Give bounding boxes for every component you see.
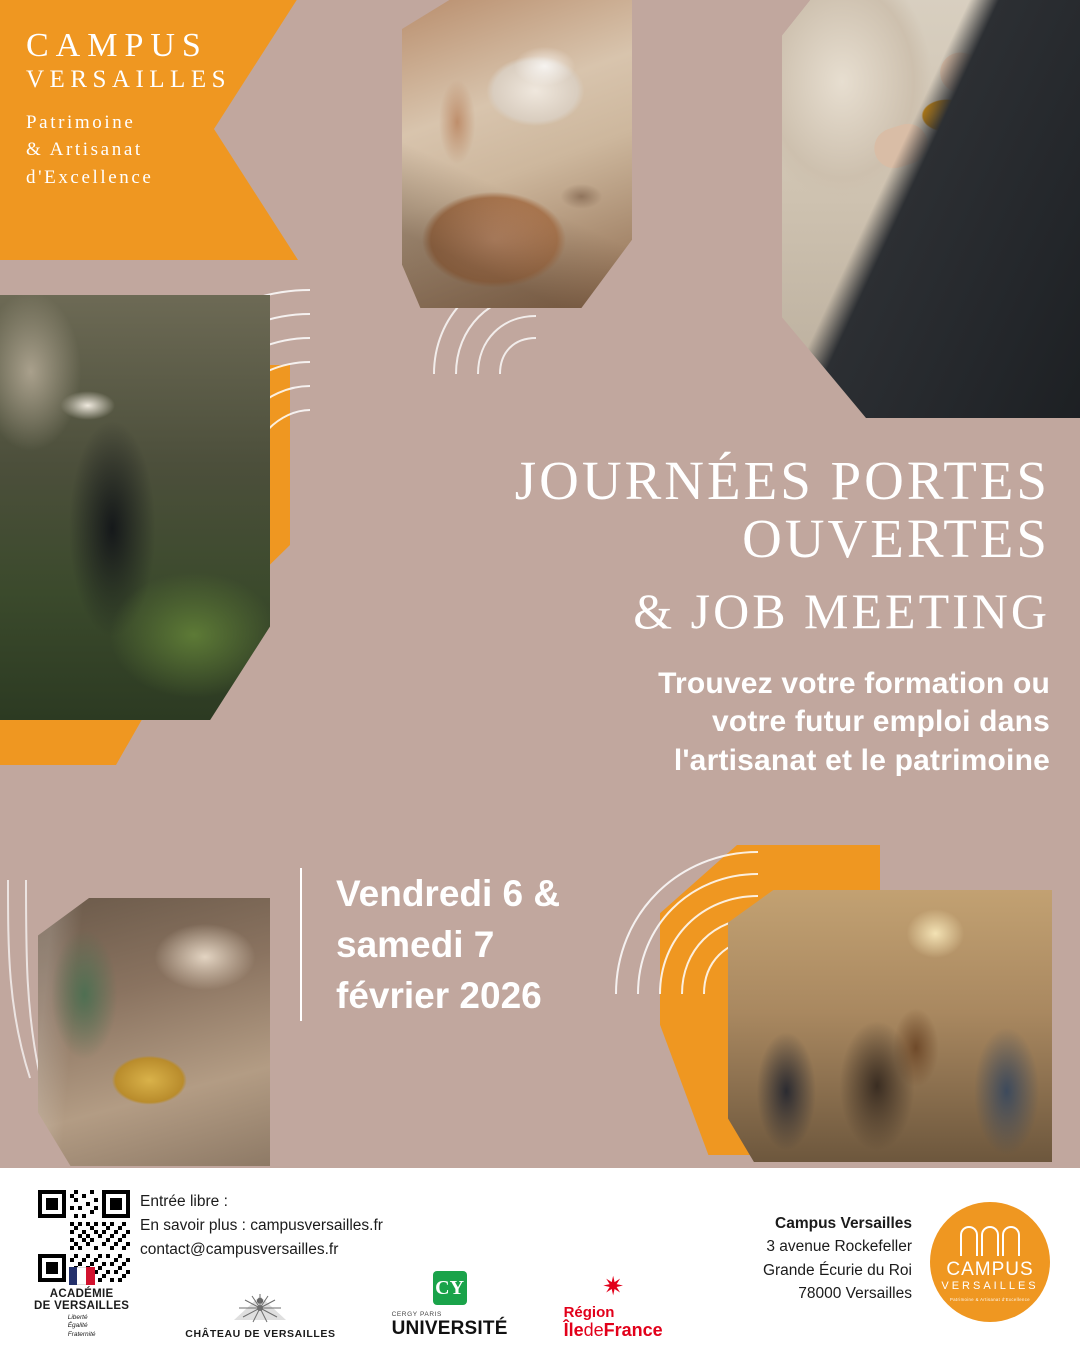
footer-info-line-2[interactable]: En savoir plus : campusversailles.fr (140, 1217, 383, 1235)
event-date-line-2: samedi 7 (336, 924, 495, 966)
event-dates (300, 868, 560, 1021)
headline-line-3: & JOB MEETING (633, 582, 1050, 639)
subheadline-line-2: votre futur emploi dans (712, 705, 1050, 739)
partner-cy-line-2: UNIVERSITÉ (391, 1318, 508, 1339)
subheadline-line-3: l'artisanat et le patrimoine (673, 743, 1050, 777)
region-star-icon: ✷ (602, 1271, 625, 1302)
footer-address (763, 1212, 912, 1305)
brand-block (26, 28, 231, 192)
arc-lines-bottomleft-icon (0, 880, 40, 1080)
partner-idf-france: France (603, 1320, 663, 1341)
event-date-line-1: Vendredi 6 & (336, 873, 561, 914)
footer-bar (0, 1168, 1080, 1350)
partner-academie-motto-2: Égalité (67, 1322, 88, 1330)
photo-site-survey (0, 295, 270, 720)
french-flag-icon (69, 1267, 95, 1285)
footer-address-line-1: 3 avenue Rockefeller (766, 1238, 912, 1256)
photo-visitors (728, 890, 1052, 1162)
headline-line-2: OUVERTES (742, 508, 1050, 570)
partner-chateau-label: CHÂTEAU DE VERSAILLES (185, 1328, 336, 1340)
partner-academie-versailles (34, 1267, 129, 1340)
footer-address-line-2: Grande Écurie du Roi (762, 1261, 912, 1279)
footer-info-line-1: Entrée libre : (140, 1193, 228, 1210)
footer-info-line-3[interactable]: contact@campusversailles.fr (140, 1241, 339, 1259)
brand-tagline-1: Patrimoine (26, 111, 136, 133)
brand-line-campus: CAMPUS (26, 27, 208, 64)
partner-academie-line-1: ACADÉMIE (49, 1287, 114, 1300)
partner-cy-universite (392, 1271, 508, 1340)
photo-pottery (402, 0, 632, 308)
footer-address-name: Campus Versailles (775, 1215, 912, 1232)
footer-address-line-3: 78000 Versailles (798, 1284, 912, 1302)
partner-chateau-de-versailles (185, 1292, 335, 1340)
partner-academie-motto-1: Liberté (67, 1313, 88, 1321)
partner-academie-line-2: DE VERSAILLES (34, 1299, 130, 1312)
subheadline-line-1: Trouvez votre formation ou (658, 667, 1050, 700)
headline-block (420, 452, 1050, 638)
partner-idf-de: de (583, 1320, 604, 1341)
footer-info (140, 1190, 383, 1262)
brand-line-versailles: VERSAILLES (26, 65, 231, 93)
headline-line-1: JOURNÉES PORTES (514, 450, 1050, 511)
circle-logo-line-1: CAMPUS (946, 1259, 1034, 1281)
partner-idf-ile: Île (563, 1320, 584, 1341)
campus-versailles-circle-logo (930, 1202, 1050, 1322)
circle-logo-line-3: Patrimoine & Artisanat d'Excellence (950, 1296, 1030, 1302)
partner-cy-line-1: CERGY PARIS (391, 1311, 442, 1318)
partner-region-ile-de-france (564, 1273, 663, 1340)
partner-idf-line-1: Région (563, 1304, 615, 1322)
event-date-line-3: février 2026 (336, 975, 542, 1017)
cy-logo-icon: CY (433, 1271, 467, 1305)
partner-logos (34, 1267, 663, 1340)
partner-academie-motto-3: Fraternité (67, 1331, 96, 1339)
photo-stone-carving (782, 0, 1080, 418)
subheadline-block (430, 665, 1050, 780)
photo-gilding (38, 898, 270, 1166)
brand-tagline-3: d'Excellence (26, 167, 154, 189)
circle-logo-line-2: VERSAILLES (941, 1280, 1039, 1293)
arches-icon (954, 1222, 1026, 1256)
brand-tagline-2: & Artisanat (26, 139, 143, 161)
chateau-sun-crest-icon (233, 1292, 287, 1326)
